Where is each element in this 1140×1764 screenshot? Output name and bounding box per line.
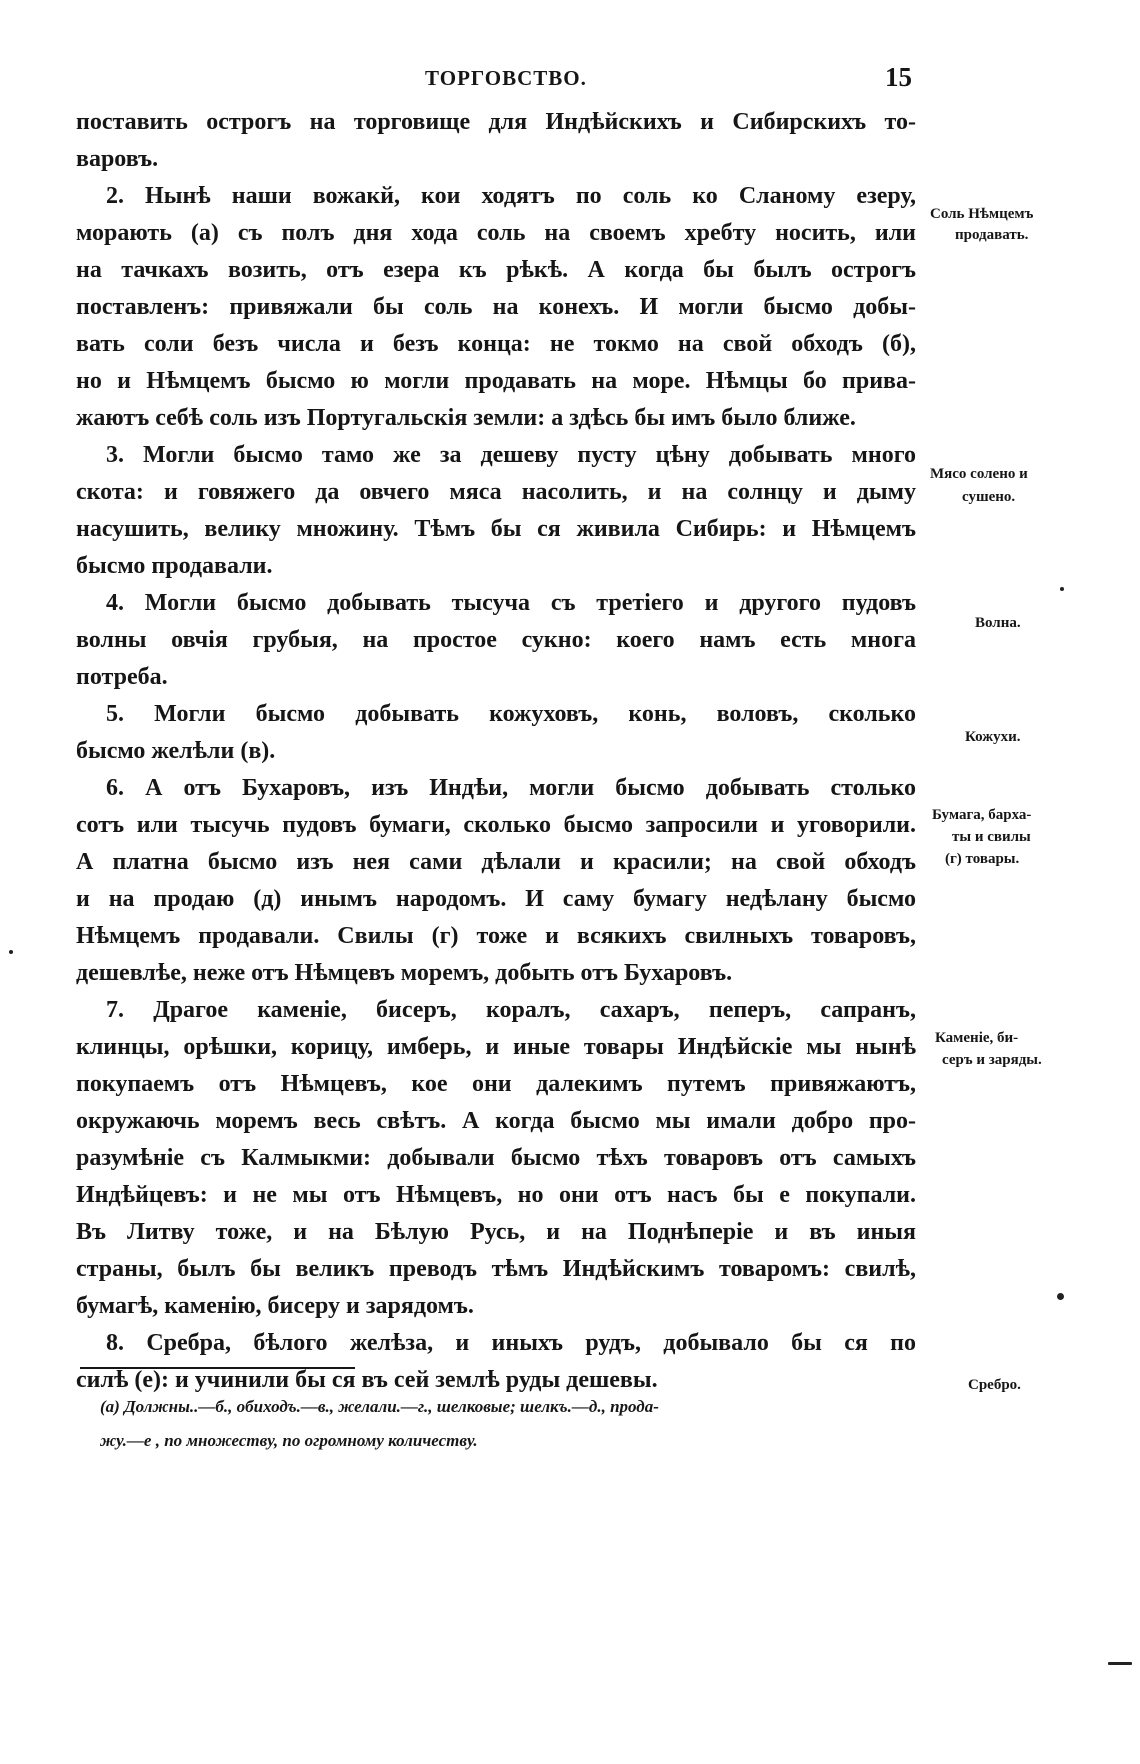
text-line: на тачкахъ возить, отъ езера къ рѣкѣ. А когда бы былъ острогъ <box>76 257 916 283</box>
main-text <box>76 104 916 1399</box>
text-line: поставленъ: привяжали бы соль на конехъ. И могли бысмо добы- <box>76 294 916 320</box>
text-line: 5. Могли бысмо добывать кожуховъ, конь, воловъ, сколько <box>106 701 916 727</box>
text-line: жаютъ себѣ соль изъ Португальскія земли: а здѣсь бы имъ было ближе. <box>76 405 856 431</box>
print-speck <box>1057 1293 1064 1300</box>
text-line: 4. Могли бысмо добывать тысуча съ третiего и другого пудовъ <box>106 590 916 616</box>
text-line: Нѣмцемъ продавали. Свилы (г) тоже и всякихъ свилныхъ товаровъ, <box>76 923 916 949</box>
text-line: Индѣйцевъ: и не мы отъ Нѣмцевъ, но они отъ насъ бы е покупали. <box>76 1182 916 1208</box>
print-speck <box>1108 1662 1132 1665</box>
text-line: потреба. <box>76 664 168 690</box>
text-line: 7. Драгое каменiе, бисеръ, коралъ, сахаръ, пеперъ, сапранъ, <box>106 997 916 1023</box>
text-line: поставить острогъ на торговище для Индѣйскихъ и Сибирскихъ то- <box>76 109 916 135</box>
text-line: бысмо продавали. <box>76 553 273 579</box>
footnote-line: жу.—е , по множеству, по огромному количеству. <box>100 1431 478 1450</box>
text-line: сотъ или тысучь пудовъ бумаги, сколько бысмо запросили и уговорили. <box>76 812 916 838</box>
margin-note: серъ и заряды. <box>942 1052 1042 1068</box>
text-line: дешевлѣе, неже отъ Нѣмцевъ моремъ, добыть отъ Бухаровъ. <box>76 960 733 986</box>
margin-note: Каменiе, би- <box>935 1030 1019 1046</box>
text-line: страны, былъ бы великъ преводъ тѣмъ Индѣйскимъ товаромъ: свилѣ, <box>76 1256 916 1282</box>
margin-note: ты и свилы <box>952 829 1031 845</box>
text-line: бумагѣ, каменiю, бисеру и зарядомъ. <box>76 1293 474 1319</box>
margin-note: Кожухи. <box>965 729 1021 745</box>
text-line: окружаючь моремъ весь свѣтъ. А когда бысмо мы имали добро про- <box>76 1108 916 1134</box>
print-speck <box>9 950 13 954</box>
text-line: 2. Нынѣ наши вожакй, кои ходятъ по соль ко Сланому езеру, <box>106 183 916 209</box>
text-line: волны овчія грубыя, на простое сукно: коего намъ есть многа <box>76 627 916 653</box>
text-line: варовъ. <box>76 146 159 172</box>
text-line: покупаемъ отъ Нѣмцевъ, кое они далекимъ путемъ привяжаютъ, <box>76 1071 916 1097</box>
text-line: разумѣнiе съ Калмыкми: добывали бысмо тѣхъ товаровъ отъ самыхъ <box>76 1145 916 1171</box>
text-line: силѣ (е): и учинили бы ся въ сей землѣ руды дешевы. <box>76 1367 658 1393</box>
margin-note: (г) товары. <box>945 851 1020 867</box>
page-number: 15 <box>885 62 912 92</box>
margin-note: Бумага, барха- <box>932 807 1032 823</box>
text-line: клинцы, орѣшки, корицу, имберь, и иные товары Индѣйскiе мы нынѣ <box>76 1034 916 1060</box>
text-line: 8. Сребра, бѣлого желѣза, и иныхъ рудъ, добывало бы ся по <box>106 1330 916 1356</box>
text-line: и на продаю (д) инымъ народомъ. И саму бумагу недѣлану бысмо <box>76 886 916 912</box>
margin-note: Волна. <box>975 615 1021 631</box>
margin-note: Мясо солено и <box>930 466 1028 482</box>
print-speck <box>1060 587 1064 591</box>
text-line: скота: и говяжего да овчего мяса насолить, и на солнцу и дыму <box>76 479 916 505</box>
footnote-rule <box>80 1367 355 1369</box>
text-line: морають (а) съ полъ дня хода соль на своемъ хребту носить, или <box>76 220 916 246</box>
margin-note: Соль Нѣмцемъ <box>930 206 1034 222</box>
text-line: но и Нѣмцемъ бысмо ю могли продавать на море. Нѣмцы бо прива- <box>76 368 916 394</box>
margin-note: сушено. <box>962 489 1016 505</box>
margin-note: Сребро. <box>968 1377 1021 1393</box>
text-line: Въ Литву тоже, и на Бѣлую Русь, и на Поднѣперiе и въ иныя <box>76 1219 916 1245</box>
footnotes <box>100 1390 920 1458</box>
text-line: 6. А отъ Бухаровъ, изъ Индѣи, могли бысмо добывать столько <box>106 775 916 801</box>
text-line: А платна бысмо изъ нея сами дѣлали и красили; на свой обходъ <box>76 849 916 875</box>
footnote-line: (а) Должны..—б., обиходъ.—в., желали.—г., шелковые; шелкъ.—д., прода- <box>100 1397 659 1416</box>
page-header <box>0 62 1140 102</box>
margin-note: продавать. <box>955 227 1029 243</box>
text-line: бысмо желѣли (в). <box>76 738 276 764</box>
text-line: 3. Могли бысмо тамо же за дешеву пусту цѣну добывать много <box>106 442 916 468</box>
running-title: ТОРГОВСТВО. <box>425 66 587 90</box>
text-line: насушить, велику множину. Тѣмъ бы ся живила Сибирь: и Нѣмцемъ <box>76 516 916 542</box>
text-line: вать соли безъ числа и безъ конца: не токмо на свой обходъ (б), <box>76 331 916 357</box>
